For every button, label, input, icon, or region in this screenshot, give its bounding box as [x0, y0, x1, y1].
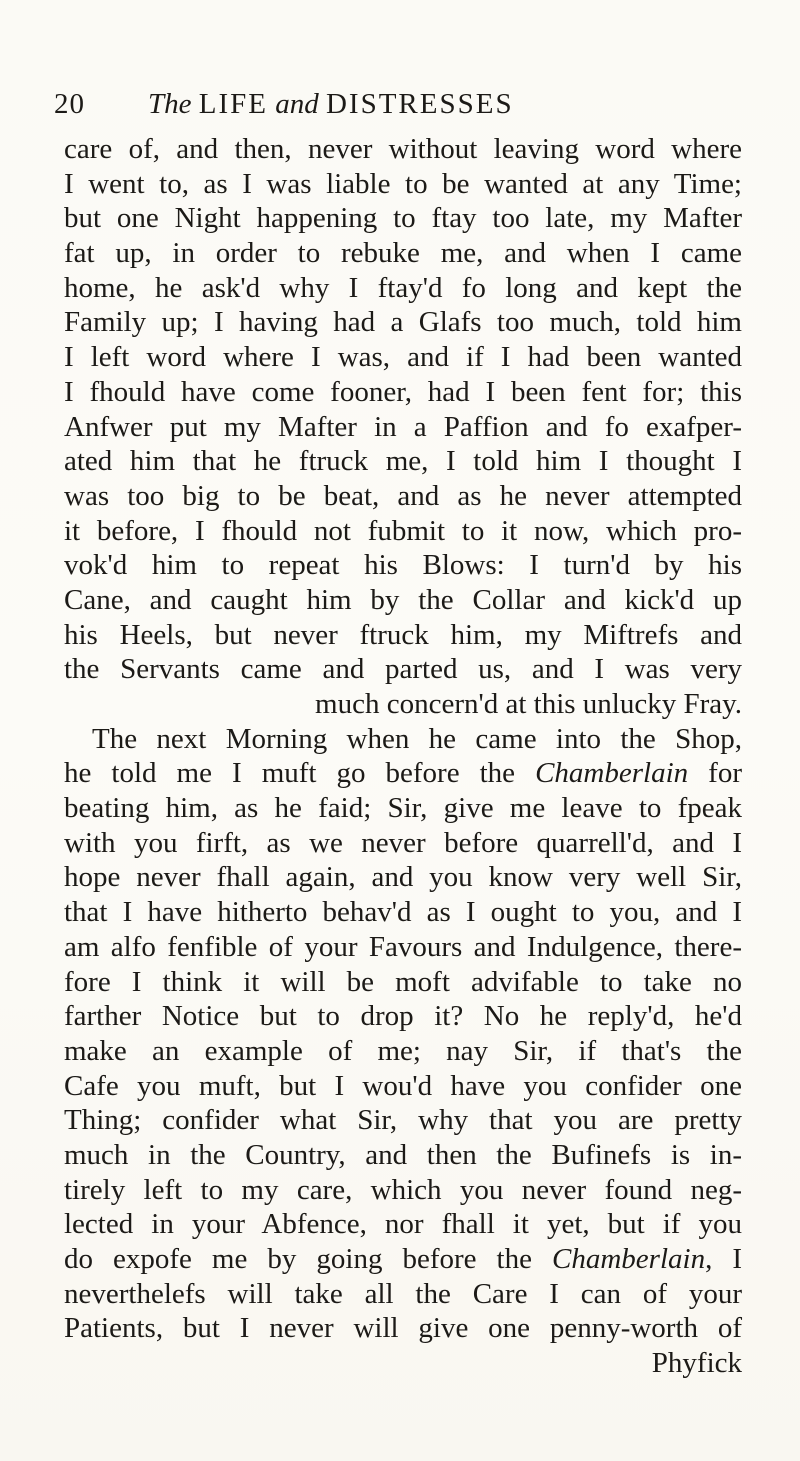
text-line: home, he ask'd why I ftay'd fo long and kept the: [64, 271, 742, 304]
title-life: LIFE: [198, 88, 268, 120]
text-line: fat up, in order to rebuke me, and when I came: [64, 237, 742, 270]
body-text: [64, 132, 742, 1381]
paragraph-start-line: The next Morning when he came into the Shop,: [92, 722, 742, 755]
catchword: Phyfick: [651, 1347, 742, 1380]
text-line: lected in your Abfence, nor fhall it yet, but if you: [64, 1208, 742, 1241]
text-line: neverthelefs will take all the Care I can of your: [64, 1277, 742, 1310]
text-line: Cafe you muft, but I wou'd have you confider one: [64, 1069, 742, 1102]
running-title: [148, 88, 514, 121]
text-line: much in the Country, and then the Bufinefs is in-: [64, 1138, 742, 1171]
text-line: I went to, as I was liable to be wanted at any Time;: [64, 167, 742, 200]
page-number: 20: [54, 88, 85, 120]
text-line: it before, I fhould not fubmit to it now, which pro-: [64, 514, 742, 547]
text-line: make an example of me; nay Sir, if that's the: [64, 1034, 742, 1067]
text-segment: do expofe me by going before the: [64, 1243, 532, 1275]
title-and: and: [275, 88, 319, 120]
italic-term-chamberlain: Chamberlain: [552, 1243, 706, 1275]
text-line: farther Notice but to drop it? No he reply'd, he'd: [64, 1000, 742, 1033]
text-line: beating him, as he faid; Sir, give me leave to fpeak: [64, 792, 742, 825]
text-line: his Heels, but never ftruck him, my Miftrefs and: [64, 618, 742, 651]
text-line: the Servants came and parted us, and I was very: [64, 653, 742, 686]
text-line: Patients, but I never will give one penny-worth of: [64, 1312, 742, 1345]
text-line: I fhould have come fooner, had I been fent for; this: [64, 375, 742, 408]
text-line-with-italic: [64, 1242, 742, 1277]
text-line: Family up; I having had a Glafs too much, told him: [64, 306, 742, 339]
text-line: tirely left to my care, which you never found neg-: [64, 1173, 742, 1206]
text-line: vok'd him to repeat his Blows: I turn'd by his: [64, 549, 742, 582]
text-segment: , I: [705, 1243, 743, 1275]
text-line: Cane, and caught him by the Collar and kick'd up: [64, 583, 742, 616]
text-line: was too big to be beat, and as he never attempted: [64, 479, 742, 512]
text-line: I left word where I was, and if I had been wanted: [64, 341, 742, 374]
text-line: Thing; confider what Sir, why that you are pretty: [64, 1104, 742, 1137]
text-line: but one Night happening to ftay too late, my Mafter: [64, 202, 742, 235]
italic-term-chamberlain: Chamberlain: [535, 757, 689, 790]
text-line: that I have hitherto behav'd as I ought to you, and I: [64, 896, 742, 929]
text-line: fore I think it will be moft advifable to take no: [64, 965, 742, 998]
text-line-with-italic: [64, 756, 742, 791]
text-segment: for: [708, 757, 742, 790]
title-distresses: DISTRESSES: [325, 88, 514, 120]
text-line: Anfwer put my Mafter in a Paffion and fo exafper-: [64, 410, 742, 443]
running-head: [40, 88, 760, 128]
text-line: much concern'd at this unlucky Fray.: [315, 688, 742, 720]
text-segment: he told me I muft go before the: [64, 757, 516, 790]
text-line: hope never fhall again, and you know very well Sir,: [64, 861, 742, 894]
text-line: with you firft, as we never before quarrell'd, and I: [64, 826, 742, 859]
title-the: The: [148, 88, 192, 120]
text-line: ated him that he ftruck me, I told him I thought I: [64, 445, 742, 478]
text-line: am alfo fenfible of your Favours and Indulgence, there-: [64, 930, 742, 963]
text-line: care of, and then, never without leaving word where: [64, 133, 742, 165]
